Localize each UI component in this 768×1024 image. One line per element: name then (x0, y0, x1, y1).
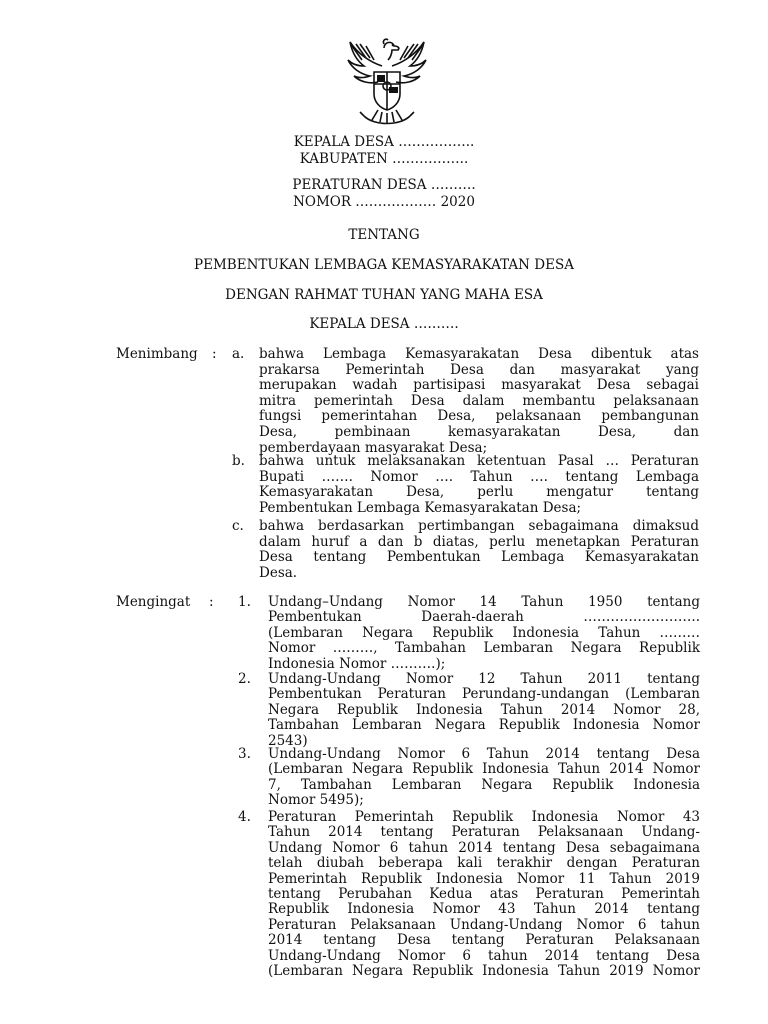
mengingat-item-line: Tambahan Lembaran Negara Republik Indonesia Nomor (268, 717, 700, 734)
mengingat-item-line: Undang-Undang Nomor 6 Tahun 2014 tentang Desa (268, 746, 700, 762)
menimbang-item-line: bahwa berdasarkan pertimbangan sebagaimana dimaksud (259, 518, 699, 534)
mengingat-item-line: 7, Tambahan Lembaran Negara Republik Indonesia (268, 776, 700, 793)
menimbang-item-line: bahwa untuk melaksanakan ketentuan Pasal … Peraturan (259, 453, 699, 469)
mengingat-item-line: Undang–Undang Nomor 14 Tahun 1950 tentang (268, 594, 700, 610)
header-tentang: TENTANG (348, 227, 420, 243)
mengingat-colon: : (209, 594, 214, 610)
mengingat-item-line: telah diubah beberapa kali terakhir dengan Peraturan (268, 855, 700, 872)
garuda-emblem-icon (342, 36, 432, 128)
header-kepala-desa-2: KEPALA DESA ………. (309, 316, 459, 332)
mengingat-item-line: (Lembaran Negara Republik Indonesia Tahun 2014 Nomor (268, 761, 700, 778)
mengingat-item-line: Undang Nomor 6 tahun 2014 tentang Desa sebagaimana (268, 839, 700, 856)
mengingat-item-line: Republik Indonesia Nomor 43 Tahun 2014 tentang (268, 901, 700, 918)
menimbang-marker: b. (232, 453, 245, 469)
menimbang-colon: : (212, 346, 217, 362)
mengingat-item-line: Pembentukan Daerah-daerah …………………….. (268, 609, 700, 626)
mengingat-marker: 3. (238, 746, 251, 762)
mengingat-item-line: Pemerintah Republik Indonesia Nomor 11 Tahun 2019 (268, 870, 700, 887)
header-kepala-desa: KEPALA DESA …………….. (293, 134, 475, 150)
menimbang-item-line: bahwa Lembaga Kemasyarakatan Desa dibentuk atas (259, 346, 699, 362)
mengingat-item-line: Nomor ………, Tambahan Lembaran Negara Republik (268, 640, 700, 657)
header-peraturan-desa: PERATURAN DESA ………. (292, 177, 476, 193)
mengingat-marker: 4. (238, 809, 251, 825)
menimbang-item-line: prakarsa Pemerintah Desa dan masyarakat yang (259, 361, 699, 378)
menimbang-marker: c. (232, 518, 244, 534)
menimbang-item-line: Kemasyarakatan Desa, perlu mengatur tentang (259, 484, 699, 501)
mengingat-item-line: tentang Perubahan Kedua atas Peraturan Pemerintah (268, 886, 700, 902)
menimbang-item-line: merupakan wadah partisipasi masyarakat Desa sebagai (259, 377, 699, 394)
menimbang-item-line: Desa. (259, 564, 298, 581)
mengingat-item-line: Undang-Undang Nomor 12 Tahun 2011 tentang (268, 671, 700, 687)
menimbang-item-line: Desa tentang Pembentukan Lembaga Kemasyarakatan (259, 549, 699, 566)
menimbang-item-line: Desa, pembinaan kemasyarakatan Desa, dan (259, 424, 699, 440)
mengingat-item-line: 2543) (268, 732, 308, 749)
mengingat-label: Mengingat (116, 594, 191, 610)
menimbang-item-line: dalam huruf a dan b diatas, perlu menetapkan Peraturan (259, 533, 699, 550)
header-rahmat: DENGAN RAHMAT TUHAN YANG MAHA ESA (225, 287, 543, 303)
mengingat-marker: 1. (238, 594, 251, 610)
menimbang-item-line: Bupati ……. Nomor …. Tahun …. tentang Lembaga (259, 468, 699, 485)
menimbang-item-line: fungsi pemerintahan Desa, pelaksanaan pembangunan (259, 408, 699, 425)
mengingat-item-line: (Lembaran Negara Republik Indonesia Tahun ……… (268, 624, 700, 641)
mengingat-item-line: Undang-Undang Nomor 6 tahun 2014 tentang Desa (268, 947, 700, 964)
menimbang-marker: a. (232, 346, 245, 362)
menimbang-item-line: mitra pemerintah Desa dalam membantu pelaksanaan (259, 392, 699, 409)
mengingat-item-line: (Lembaran Negara Republik Indonesia Tahun 2019 Nomor (268, 963, 700, 979)
menimbang-item-line: Pembentukan Lembaga Kemasyarakatan Desa; (259, 499, 582, 516)
menimbang-label: Menimbang (116, 346, 198, 362)
document-title: PEMBENTUKAN LEMBAGA KEMASYARAKATAN DESA (194, 257, 574, 273)
mengingat-item-line: Peraturan Pelaksanaan Undang-Undang Nomor 6 tahun (268, 916, 700, 933)
mengingat-item-line: Pembentukan Peraturan Perundang-undangan (Lembaran (268, 686, 700, 703)
header-nomor: NOMOR ……………… 2020 (293, 194, 475, 210)
mengingat-item-line: 2014 tentang Desa tentang Peraturan Pelaksanaan (268, 932, 700, 949)
menimbang-item-line: pemberdayaan masyarakat Desa; (259, 439, 488, 456)
mengingat-item-line: Peraturan Pemerintah Republik Indonesia Nomor 43 (268, 809, 700, 825)
mengingat-marker: 2. (238, 671, 251, 687)
header-kabupaten: KABUPATEN …………….. (299, 151, 469, 167)
mengingat-item-line: Tahun 2014 tentang Peraturan Pelaksanaan Undang- (268, 824, 700, 841)
mengingat-item-line: Indonesia Nomor ……….); (268, 655, 446, 672)
mengingat-item-line: Negara Republik Indonesia Tahun 2014 Nomor 28, (268, 701, 700, 718)
mengingat-item-line: Nomor 5495); (268, 792, 364, 809)
